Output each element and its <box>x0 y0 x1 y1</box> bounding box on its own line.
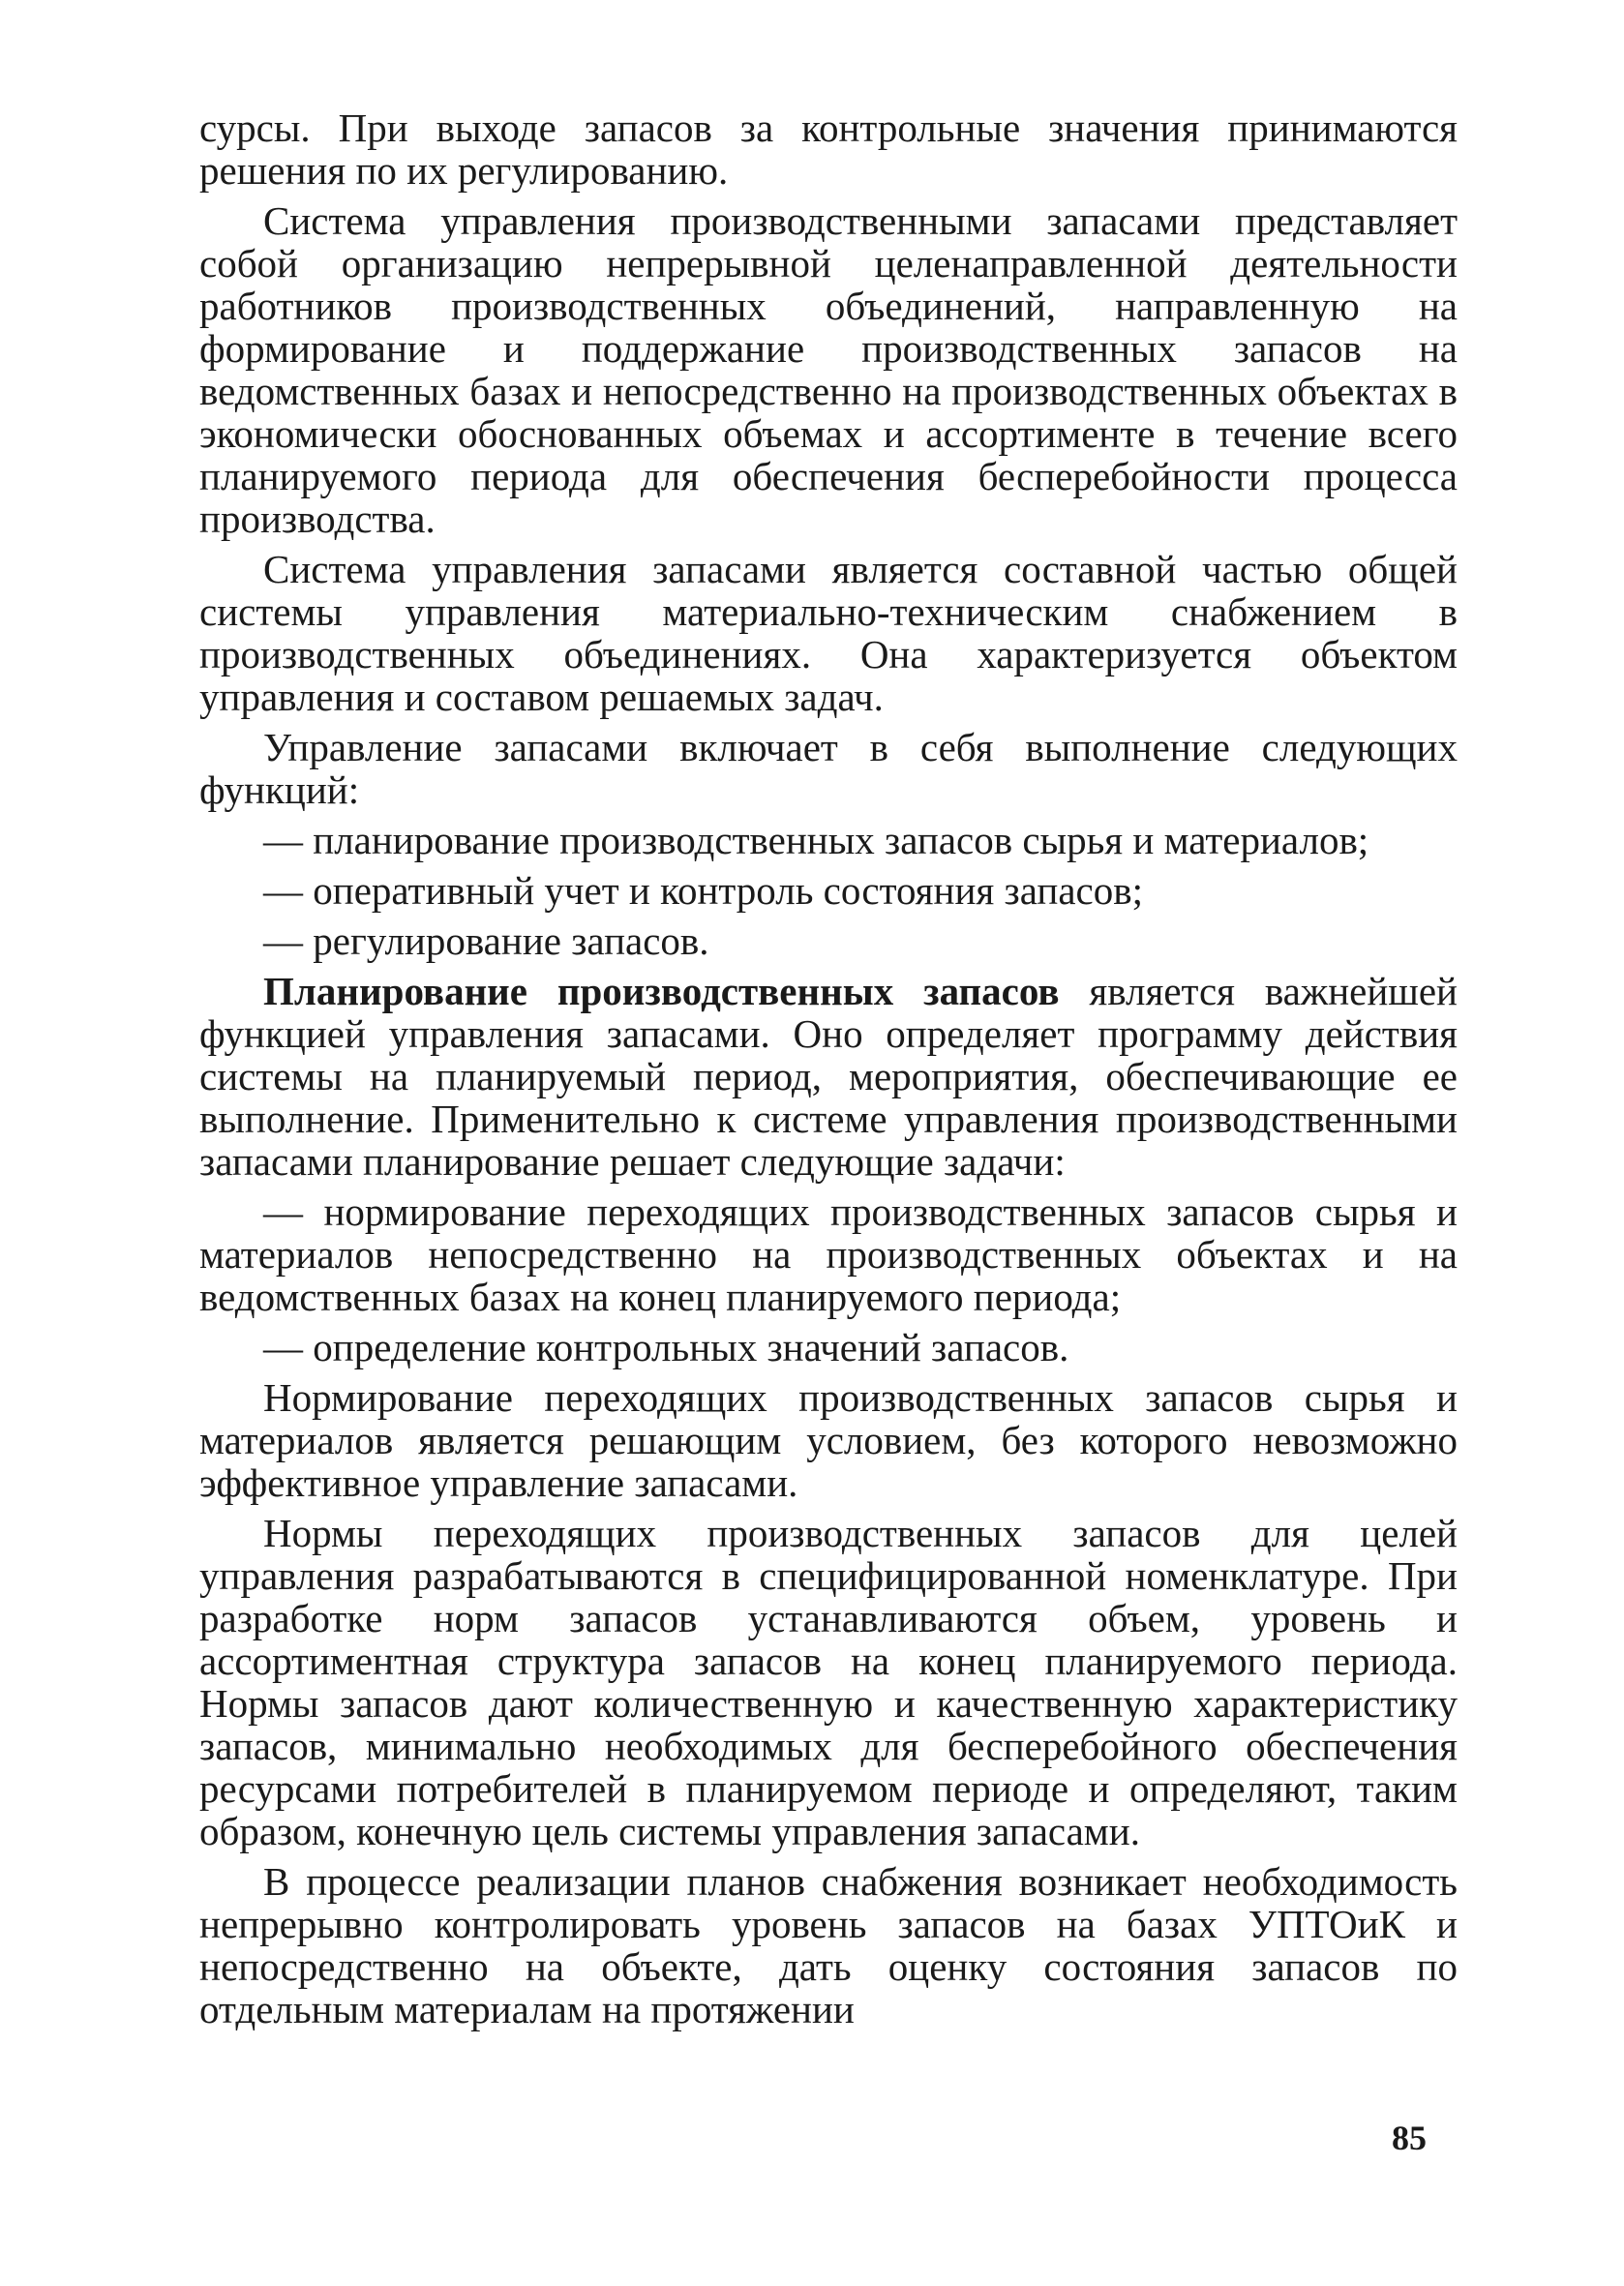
planning-rest: является важнейшей функцией управления запасами. Оно определяет программу действия системы на планируемый период, мероприятия, обеспечивающие ее выполнение. Применительно к системе управления производственными запасами планирование решает следующие задачи: <box>199 969 1458 1184</box>
page-number: 85 <box>1392 2119 1427 2157</box>
list-item-control-values: — определение контрольных значений запасов. <box>263 1325 1069 1369</box>
paragraph-planning <box>199 970 1458 1183</box>
list-item-norming: — нормирование переходящих производственных запасов сырья и материалов непосредственно на производственных объектах и на ведомственных базах на конец планируемого периода; <box>199 1189 1458 1319</box>
paragraph-functions-intro: Управление запасами включает в себя выполнение следующих функций: <box>199 725 1458 812</box>
paragraph-continuation: сурсы. При выходе запасов за контрольные значения принимаются решения по их регулированию. <box>199 105 1458 193</box>
paragraph-system-definition: Система управления производственными запасами представляет собой организацию непрерывной целенаправленной деятельности работников производственных объединений, направленную на формирование и поддержание производственных запасов на ведомственных базах и непосредственно на производственных объектах в экономически обоснованных объемах и ассортименте в течение всего планируемого периода для обеспечения бесперебойности процесса производства. <box>199 198 1458 541</box>
paragraph-system-part: Система управления запасами является составной частью общей системы управления материально-техническим снабжением в производственных объединениях. Она характеризуется объектом управления и составом решаемых задач. <box>199 547 1458 719</box>
list-item-planning: — планирование производственных запасов сырья и материалов; <box>263 818 1369 862</box>
list-item-accounting: — оперативный учет и контроль состояния запасов; <box>263 868 1143 913</box>
paragraph-norming: Нормирование переходящих производственных запасов сырья и материалов является решающим условием, без которого невозможно эффективное управление запасами. <box>199 1375 1458 1505</box>
planning-bold-lead: Планирование производственных запасов <box>263 969 1060 1013</box>
paragraph-supply-process: В процессе реализации планов снабжения возникает необходимость непрерывно контролировать уровень запасов на базах УПТОиК и непосредственно на объекте, дать оценку состояния запасов по отдельным материалам на протяжении <box>199 1859 1458 2031</box>
paragraph-norms: Нормы переходящих производственных запасов для целей управления разрабатываются в специфицированной номенклатуре. При разработке норм запасов устанавливаются объем, уровень и ассортиментная структура запасов на конец планируемого периода. Нормы запасов дают количественную и качественную характеристику запасов, минимально необходимых для бесперебойного обеспечения ресурсами потребителей в планируемом периоде и определяют, таким образом, конечную цель системы управления запасами. <box>199 1511 1458 1853</box>
list-item-regulation: — регулирование запасов. <box>263 918 709 963</box>
page-text-body <box>199 106 1458 2038</box>
